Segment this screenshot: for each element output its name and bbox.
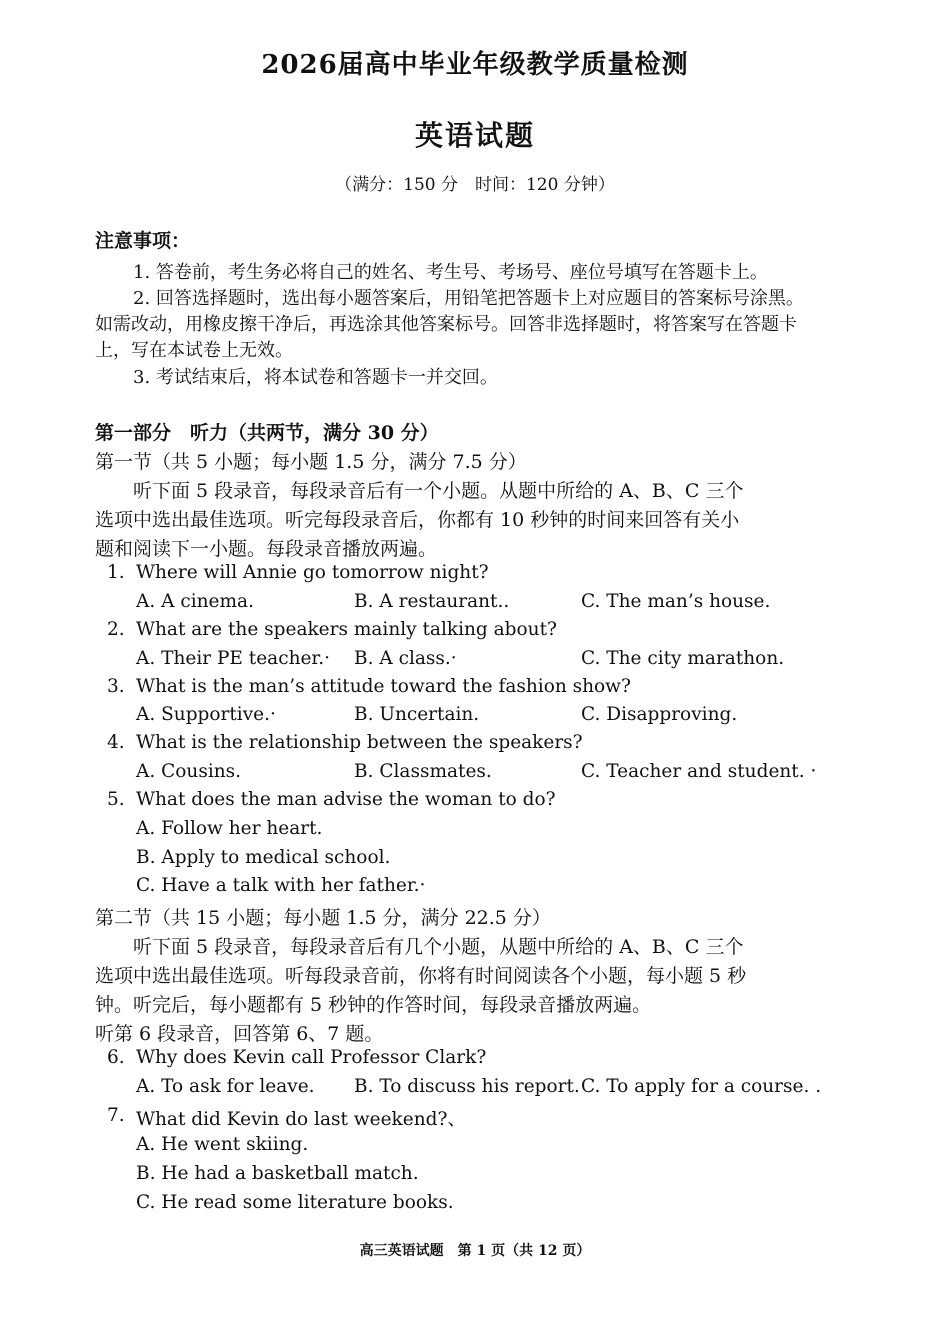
option-c: C. He read some literature books.: [136, 1192, 454, 1213]
question-text: What did Kevin do last weekend?、: [136, 1109, 466, 1130]
exam-title: 2026届高中毕业年级教学质量检测: [261, 50, 689, 80]
option-b: B. Uncertain.: [354, 704, 480, 725]
notice-line: 2. 回答选择题时，选出每小题答案后，用铅笔把答题卡上对应题目的答案标号涂黑。: [133, 288, 804, 309]
option-b: B. A restaurant..: [354, 591, 510, 612]
question-text: What are the speakers mainly talking about?: [136, 619, 557, 640]
question-text: What does the man advise the woman to do?: [136, 789, 556, 810]
group-note: 听第 6 段录音，回答第 6、7 题。: [95, 1023, 384, 1045]
option-c: C. To apply for a course. .: [581, 1076, 822, 1097]
option-c: C. Have a talk with her father.·: [136, 875, 426, 896]
option-b: B. Apply to medical school.: [136, 847, 391, 868]
question-number: 2.: [107, 619, 125, 640]
question-number: 1.: [107, 562, 125, 583]
option-a: A. Cousins.: [136, 761, 242, 782]
page-footer: 高三英语试题 第 1 页（共 12 页）: [359, 1243, 591, 1259]
section1-instructions: 选项中选出最佳选项。听完每段录音后，你都有 10 秒钟的时间来回答有关小: [95, 509, 740, 531]
option-b: B. Classmates.: [354, 761, 492, 782]
option-c: C. Disapproving.: [581, 704, 738, 725]
option-a: A. Their PE teacher.·: [136, 648, 331, 669]
option-b: B. He had a basketball match.: [136, 1163, 419, 1184]
notice-line: 3. 考试结束后，将本试卷和答题卡一并交回。: [133, 367, 498, 388]
part1-heading: 第一部分 听力（共两节，满分 30 分）: [95, 422, 439, 444]
option-b: B. To discuss his report.: [354, 1076, 580, 1097]
section1-heading: 第一节（共 5 小题；每小题 1.5 分，满分 7.5 分）: [95, 451, 527, 473]
option-c: C. The city marathon.: [581, 648, 785, 669]
option-a: A. He went skiing.: [136, 1134, 309, 1155]
question-number: 7.: [107, 1105, 125, 1126]
notice-line: 如需改动，用橡皮擦干净后，再选涂其他答案标号。回答非选择题时，将答案写在答题卡: [95, 314, 797, 335]
section2-instructions: 钟。听完后，每小题都有 5 秒钟的作答时间，每段录音播放两遍。: [95, 994, 652, 1016]
section2-instructions: 选项中选出最佳选项。听每段录音前，你将有时间阅读各个小题，每小题 5 秒: [95, 965, 747, 987]
section1-instructions: 听下面 5 段录音，每段录音后有一个小题。从题中所给的 A、B、C 三个: [133, 480, 744, 502]
option-c: C. Teacher and student. ·: [581, 761, 817, 782]
option-a: A. Supportive.·: [136, 704, 276, 725]
score-time-info: （满分：150 分 时间：120 分钟）: [335, 175, 615, 195]
option-a: A. Follow her heart.: [136, 818, 323, 839]
question-number: 4.: [107, 732, 125, 753]
notice-line: 上，写在本试卷上无效。: [95, 340, 293, 361]
subject-title: 英语试题: [414, 119, 535, 152]
option-a: A. To ask for leave.: [136, 1076, 315, 1097]
section2-heading: 第二节（共 15 小题；每小题 1.5 分，满分 22.5 分）: [95, 907, 551, 929]
section2-instructions: 听下面 5 段录音，每段录音后有几个小题，从题中所给的 A、B、C 三个: [133, 936, 744, 958]
section1-instructions: 题和阅读下一小题。每段录音播放两遍。: [95, 538, 438, 560]
question-text: Where will Annie go tomorrow night?: [136, 562, 489, 583]
question-number: 6.: [107, 1047, 125, 1068]
notice-line: 1. 答卷前，考生务必将自己的姓名、考生号、考场号、座位号填写在答题卡上。: [133, 262, 768, 283]
question-number: 5.: [107, 789, 125, 810]
notice-heading: 注意事项：: [95, 230, 191, 252]
option-b: B. A class.·: [354, 648, 457, 669]
question-text: What is the relationship between the speakers?: [136, 732, 583, 753]
option-a: A. A cinema.: [136, 591, 254, 612]
question-text: Why does Kevin call Professor Clark?: [136, 1047, 487, 1068]
question-number: 3.: [107, 676, 125, 697]
option-c: C. The man’s house.: [581, 591, 771, 612]
question-text: What is the man’s attitude toward the fashion show?: [136, 676, 631, 697]
